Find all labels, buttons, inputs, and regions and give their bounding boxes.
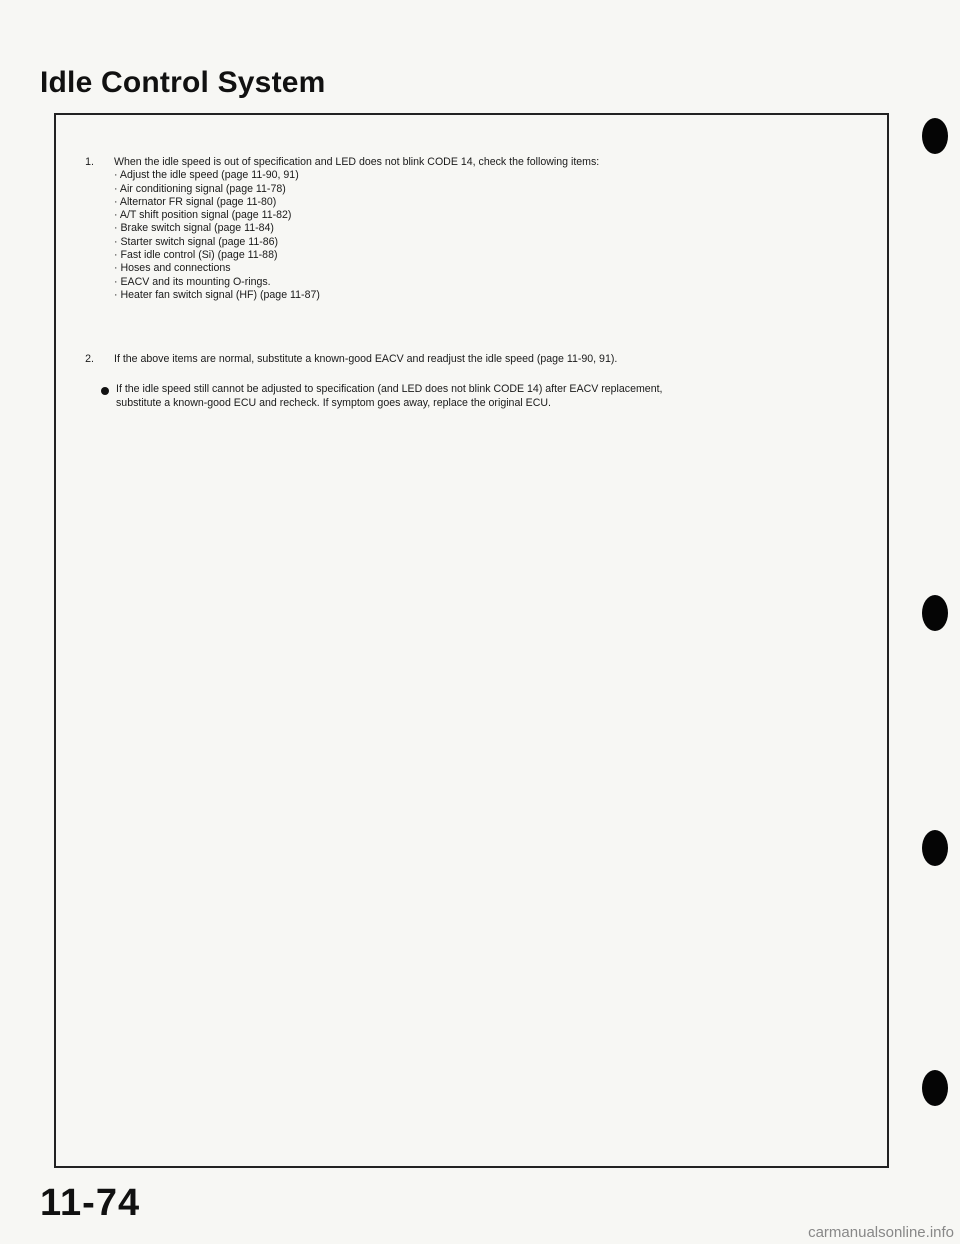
section-tab-marker xyxy=(922,1070,948,1106)
check-item: · Brake switch signal (page 11-84) xyxy=(114,222,274,235)
note-line: substitute a known-good ECU and recheck. If symptom goes away, replace the original ECU. xyxy=(116,397,551,409)
check-item: · Air conditioning signal (page 11-78) xyxy=(114,182,286,195)
check-item: · EACV and its mounting O-rings. xyxy=(114,275,271,288)
check-item: · Heater fan switch signal (HF) (page 11-87) xyxy=(114,288,320,301)
check-item: · A/T shift position signal (page 11-82) xyxy=(114,209,292,222)
content-box xyxy=(54,113,889,1168)
step-text: If the above items are normal, substitute a known-good EACV and readjust the idle speed (page 11-90, 91). xyxy=(114,353,618,365)
section-tab-marker xyxy=(922,118,948,154)
page-title: Idle Control System xyxy=(40,66,326,99)
page-number: 11-74 xyxy=(40,1182,141,1224)
step-lead-text: When the idle speed is out of specification and LED does not blink CODE 14, check the following items: xyxy=(114,156,600,168)
watermark: carmanualsonline.info xyxy=(808,1224,954,1241)
check-item: · Hoses and connections xyxy=(114,262,231,275)
note-bullet-icon xyxy=(101,387,109,395)
check-item: · Adjust the idle speed (page 11-90, 91) xyxy=(114,169,299,182)
step-number: 2. xyxy=(85,353,94,365)
step-number: 1. xyxy=(85,156,94,168)
note-text xyxy=(116,382,836,410)
section-tab-marker xyxy=(922,830,948,866)
section-tab-marker xyxy=(922,595,948,631)
check-item: · Alternator FR signal (page 11-80) xyxy=(114,195,277,208)
check-item: · Starter switch signal (page 11-86) xyxy=(114,235,279,248)
check-item: · Fast idle control (Si) (page 11-88) xyxy=(114,249,278,262)
note-line: If the idle speed still cannot be adjusted to specification (and LED does not blink CODE 14) after EACV replacement, xyxy=(116,383,663,395)
step-text xyxy=(114,156,599,302)
